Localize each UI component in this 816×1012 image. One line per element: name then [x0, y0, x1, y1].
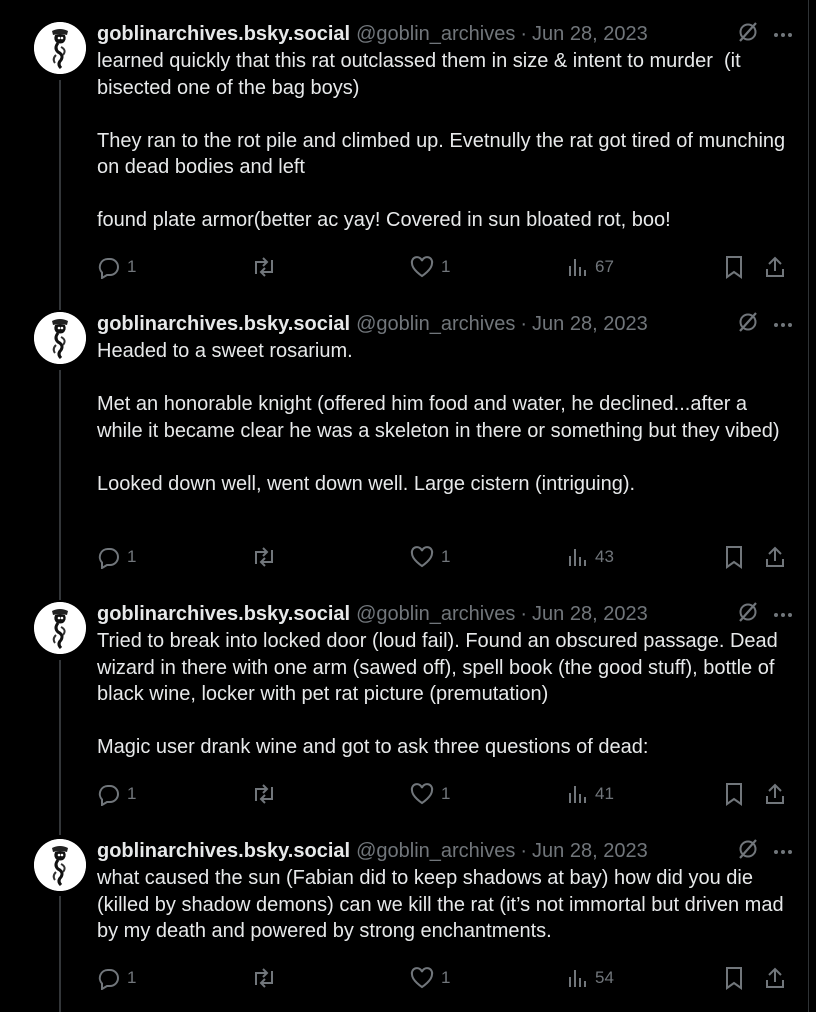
views-button[interactable] — [567, 966, 614, 990]
repost-icon — [251, 782, 277, 806]
goblin-avatar-image — [34, 312, 86, 364]
more-icon[interactable] — [773, 842, 793, 860]
display-name[interactable]: goblinarchives.bsky.social — [97, 313, 351, 335]
repost-button[interactable] — [251, 255, 283, 279]
views-button[interactable] — [567, 255, 614, 279]
display-name[interactable]: goblinarchives.bsky.social — [97, 840, 351, 862]
more-icon[interactable] — [773, 605, 793, 623]
post-date[interactable]: Jun 28, 2023 — [532, 313, 648, 335]
repost-button[interactable] — [251, 966, 283, 990]
post-header — [97, 839, 787, 863]
post-header — [97, 22, 787, 46]
repost-icon — [251, 255, 277, 279]
grok-icon[interactable] — [737, 838, 759, 865]
views-icon — [567, 966, 589, 990]
views-button[interactable] — [567, 782, 614, 806]
share-icon — [763, 545, 787, 569]
bookmark-button[interactable] — [723, 966, 745, 990]
thread-line — [59, 370, 61, 600]
thread-line — [59, 80, 61, 310]
bookmark-button[interactable] — [723, 255, 745, 279]
post-actions — [97, 544, 797, 570]
repost-icon — [251, 545, 277, 569]
like-icon — [409, 782, 435, 806]
handle[interactable]: @goblin_archives — [356, 313, 516, 335]
share-button[interactable] — [763, 545, 787, 569]
post-text: Headed to a sweet rosarium. Met an honorable knight (offered him food and water, he declined...after a while it became clear he was a skeleton in there or something but they vibed) Looked down well, went down well. Large cistern (intriguing). — [97, 340, 780, 495]
share-icon — [763, 782, 787, 806]
goblin-avatar-image — [34, 602, 86, 654]
share-button[interactable] — [763, 782, 787, 806]
grok-icon[interactable] — [737, 21, 759, 48]
post-header — [97, 602, 787, 626]
goblin-avatar-image — [34, 22, 86, 74]
separator: · — [520, 23, 528, 45]
avatar[interactable] — [34, 839, 86, 891]
like-button[interactable] — [409, 255, 450, 279]
avatar[interactable] — [34, 22, 86, 74]
reply-count: 1 — [127, 547, 137, 566]
share-button[interactable] — [763, 255, 787, 279]
bookmark-icon — [723, 966, 745, 990]
more-icon[interactable] — [773, 25, 793, 43]
more-icon[interactable] — [773, 315, 793, 333]
post-actions — [97, 965, 797, 991]
reply-button[interactable] — [97, 545, 136, 569]
separator: · — [520, 603, 528, 625]
like-icon — [409, 545, 435, 569]
bookmark-icon — [723, 255, 745, 279]
views-icon — [567, 782, 589, 806]
post-date[interactable]: Jun 28, 2023 — [532, 23, 648, 45]
views-count: 54 — [595, 968, 614, 987]
thread-line — [59, 896, 61, 1012]
reply-icon — [97, 966, 121, 990]
reply-button[interactable] — [97, 966, 136, 990]
views-count: 67 — [595, 257, 614, 276]
reply-icon — [97, 545, 121, 569]
display-name[interactable]: goblinarchives.bsky.social — [97, 603, 351, 625]
views-count: 43 — [595, 547, 614, 566]
like-button[interactable] — [409, 545, 450, 569]
bookmark-button[interactable] — [723, 782, 745, 806]
post-date[interactable]: Jun 28, 2023 — [532, 840, 648, 862]
share-icon — [763, 255, 787, 279]
like-count: 1 — [441, 784, 451, 803]
views-icon — [567, 545, 589, 569]
goblin-avatar-image — [34, 839, 86, 891]
like-count: 1 — [441, 968, 451, 987]
handle[interactable]: @goblin_archives — [356, 840, 516, 862]
reply-icon — [97, 255, 121, 279]
repost-icon — [251, 966, 277, 990]
handle[interactable]: @goblin_archives — [356, 23, 516, 45]
like-count: 1 — [441, 547, 451, 566]
bookmark-button[interactable] — [723, 545, 745, 569]
views-count: 41 — [595, 784, 614, 803]
views-button[interactable] — [567, 545, 614, 569]
like-icon — [409, 255, 435, 279]
thread-line — [59, 660, 61, 835]
post-text: learned quickly that this rat outclassed them in size & intent to murder (it bisected one of the bag boys) They ran to the rot pile and climbed up. Evetnully the rat got tired of munching on dead bodies and left found plate armor(better ac yay! Covered in sun bloated rot, boo! — [97, 50, 786, 231]
post-text: what caused the sun (Fabian did to keep shadows at bay) how did you die (killed by shadow demons) can we kill the rat (it’s not immortal but driven mad by my death and powered by strong enchantments. — [97, 867, 790, 942]
post-header — [97, 312, 787, 336]
separator: · — [520, 313, 528, 335]
reply-icon — [97, 782, 121, 806]
reply-button[interactable] — [97, 255, 136, 279]
display-name[interactable]: goblinarchives.bsky.social — [97, 23, 351, 45]
reply-button[interactable] — [97, 782, 136, 806]
avatar[interactable] — [34, 312, 86, 364]
post-text: Tried to break into locked door (loud fail). Found an obscured passage. Dead wizard in there with one arm (sawed off), spell book (the good stuff), bottle of black wine, locker with pet rat picture (premutation) Magic user drank wine and got to ask three questions of dead: — [97, 630, 778, 758]
separator: · — [520, 840, 528, 862]
post-actions — [97, 254, 797, 280]
like-button[interactable] — [409, 966, 450, 990]
share-button[interactable] — [763, 966, 787, 990]
repost-button[interactable] — [251, 782, 283, 806]
bookmark-icon — [723, 545, 745, 569]
bookmark-icon — [723, 782, 745, 806]
like-button[interactable] — [409, 782, 450, 806]
share-icon — [763, 966, 787, 990]
like-count: 1 — [441, 257, 451, 276]
grok-icon[interactable] — [737, 311, 759, 338]
grok-icon[interactable] — [737, 601, 759, 628]
reply-count: 1 — [127, 968, 137, 987]
repost-button[interactable] — [251, 545, 283, 569]
avatar[interactable] — [34, 602, 86, 654]
reply-count: 1 — [127, 784, 137, 803]
like-icon — [409, 966, 435, 990]
handle[interactable]: @goblin_archives — [356, 603, 516, 625]
reply-count: 1 — [127, 257, 137, 276]
post-date[interactable]: Jun 28, 2023 — [532, 603, 648, 625]
views-icon — [567, 255, 589, 279]
post-actions — [97, 781, 797, 807]
